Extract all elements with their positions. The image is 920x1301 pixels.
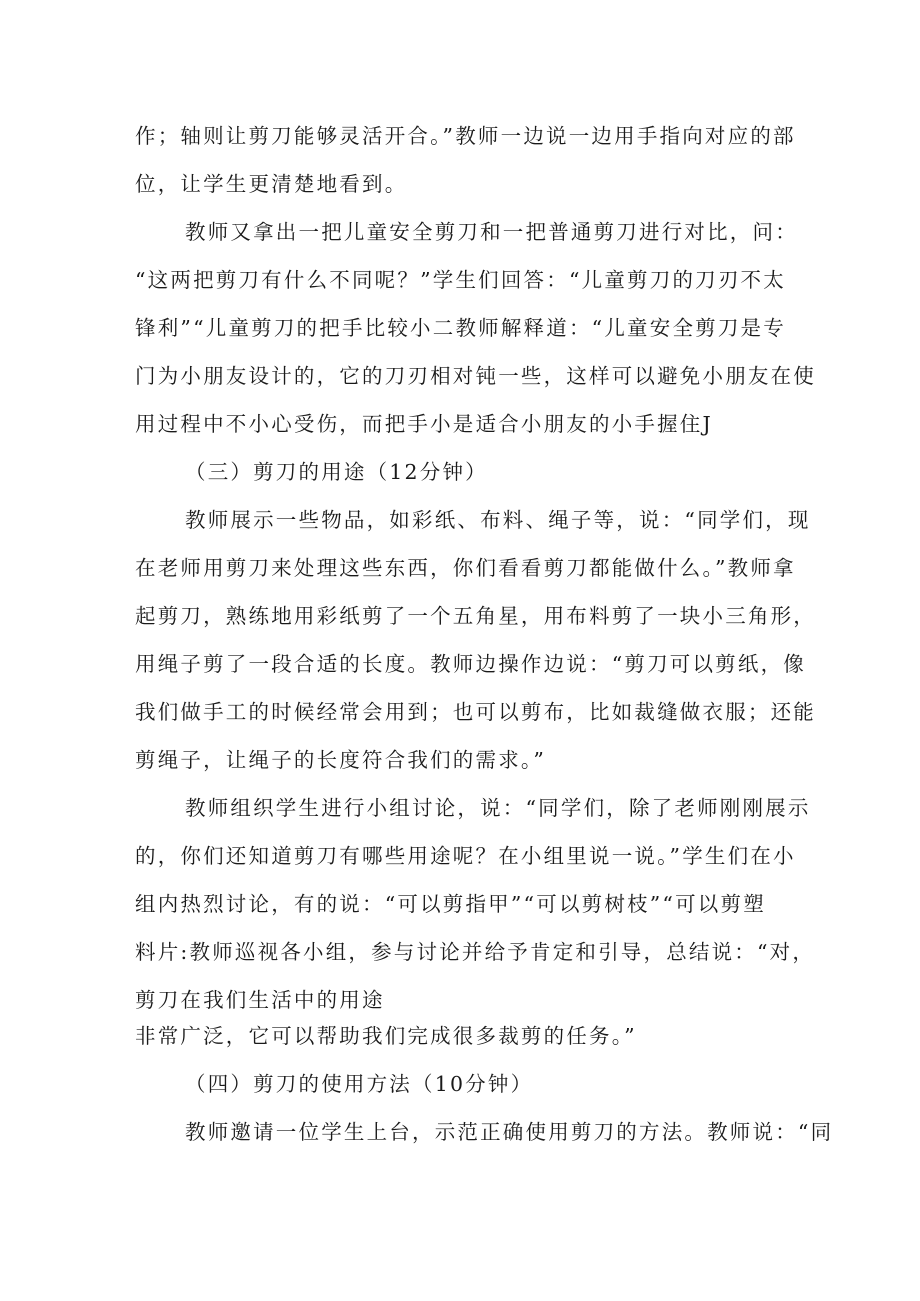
text-line: 组内热烈讨论，有的说：“可以剪指甲”“可以剪树枝”“可以剪塑 (135, 892, 766, 916)
text-line: 教师展示一些物品，如彩纸、布料、绳子等，说：“同学们，现 (185, 508, 811, 532)
text-line: 的，你们还知道剪刀有哪些用途呢？在小组里说一说。”学生们在小 (135, 844, 796, 868)
text-line: 剪刀在我们生活中的用途 (135, 988, 385, 1012)
text-line: 教师又拿出一把儿童安全剪刀和一把普通剪刀进行对比，问： (185, 220, 798, 244)
text-line: 我们做手工的时候经常会用到；也可以剪布，比如裁缝做衣服；还能 (135, 700, 816, 724)
text-line: 锋利”“儿童剪刀的把手比较小二教师解释道：“儿童安全剪刀是专 (135, 316, 786, 340)
text-line: 位，让学生更清楚地看到。 (135, 172, 408, 196)
text-line: 剪绳子，让绳子的长度符合我们的需求。” (135, 748, 547, 772)
text-line: 起剪刀，熟练地用彩纸剪了一个五角星，用布料剪了一块小三角形， (135, 604, 816, 628)
text-line: 教师邀请一位学生上台，示范正确使用剪刀的方法。教师说：“同 (185, 1120, 834, 1144)
text-line: 在老师用剪刀来处理这些东西，你们看看剪刀都能做什么。”教师拿 (135, 556, 796, 580)
text-line: 用过程中不小心受伤，而把手小是适合小朋友的小手握住J (135, 412, 713, 436)
text-line: 教师组织学生进行小组讨论，说：“同学们，除了老师刚刚展示 (185, 796, 811, 820)
text-line: 作；轴则让剪刀能够灵活开合。”教师一边说一边用手指向对应的部 (135, 124, 796, 148)
text-line: 用绳子剪了一段合适的长度。教师边操作边说：“剪刀可以剪纸，像 (135, 652, 806, 676)
text-line: “这两把剪刀有什么不同呢？”学生们回答：“儿童剪刀的刀刃不太 (135, 268, 786, 292)
text-line: 非常广泛，它可以帮助我们完成很多裁剪的任务。” (135, 1024, 637, 1048)
text-line: 料片:教师巡视各小组，参与讨论并给予肯定和引导，总结说：“对， (135, 940, 816, 964)
text-line: 门为小朋友设计的，它的刀刃相对钝一些，这样可以避免小朋友在使 (135, 364, 816, 388)
section-heading: （三）剪刀的用途（12分钟） (185, 460, 488, 484)
section-heading: （四）剪刀的使用方法（10分钟） (185, 1072, 534, 1096)
